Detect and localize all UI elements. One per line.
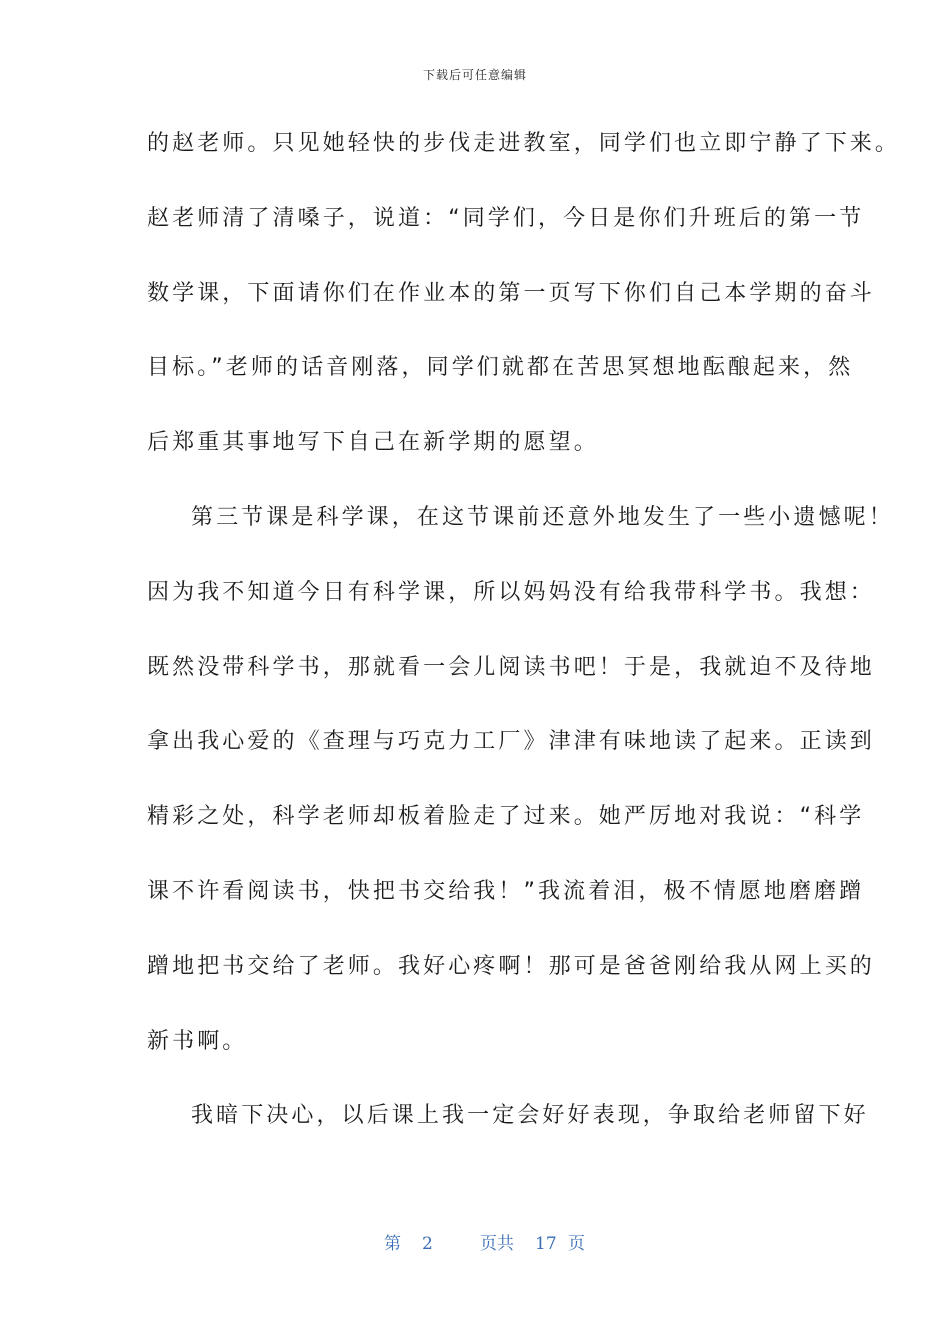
paragraph (147, 492, 894, 1090)
text-line: 新书啊。 (147, 1028, 248, 1054)
footer-ye: 页 (568, 1234, 585, 1254)
text-line: 赵老师清了清嗓子，说道：“同学们，今日是你们升班后的第一节 (147, 205, 865, 231)
page-header: 下载后可任意编辑 (422, 68, 527, 82)
text-line: 因为我不知道今日有科学课，所以妈妈没有给我带科学书。我想： (147, 579, 875, 605)
footer-total-pages: 17 (535, 1234, 557, 1254)
text-line: 的赵老师。只见她轻快的步伐走进教室，同学们也立即宁静了下来。 (147, 131, 901, 156)
text-line: 蹭地把书交给了老师。我好心疼啊！那可是爸爸刚给我从网上买的 (147, 953, 875, 979)
text-line: 后郑重其事地写下自己在新学期的愿望。 (147, 430, 599, 456)
footer-di: 第 (384, 1234, 401, 1254)
text-line: 拿出我心爱的《查理与巧克力工厂》津津有味地读了起来。正读到 (147, 729, 875, 755)
text-line: 我暗下决心，以后课上我一定会好好表现，争取给老师留下好 (191, 1103, 869, 1129)
text-line: 第三节课是科学课，在这节课前还意外地发生了一些小遗憾呢！ (191, 504, 894, 530)
text-line: 目标。”老师的话音刚落，同学们就都在苦思冥想地酝酿起来，然 (147, 355, 854, 381)
paragraph (147, 118, 901, 492)
page-footer (384, 1229, 585, 1254)
document-body (147, 118, 901, 1165)
footer-page-number: 2 (422, 1234, 433, 1254)
paragraph (147, 1090, 869, 1165)
text-line: 课不许看阅读书，快把书交给我！”我流着泪，极不情愿地磨磨蹭 (147, 878, 865, 904)
text-line: 精彩之处，科学老师却板着脸走了过来。她严厉地对我说：“科学 (147, 804, 865, 830)
footer-ye-gong: 页共 (480, 1234, 514, 1254)
text-line: 既然没带科学书，那就看一会儿阅读书吧！于是，我就迫不及待地 (147, 654, 875, 680)
text-line: 数学课，下面请你们在作业本的第一页写下你们自己本学期的奋斗 (147, 280, 875, 306)
